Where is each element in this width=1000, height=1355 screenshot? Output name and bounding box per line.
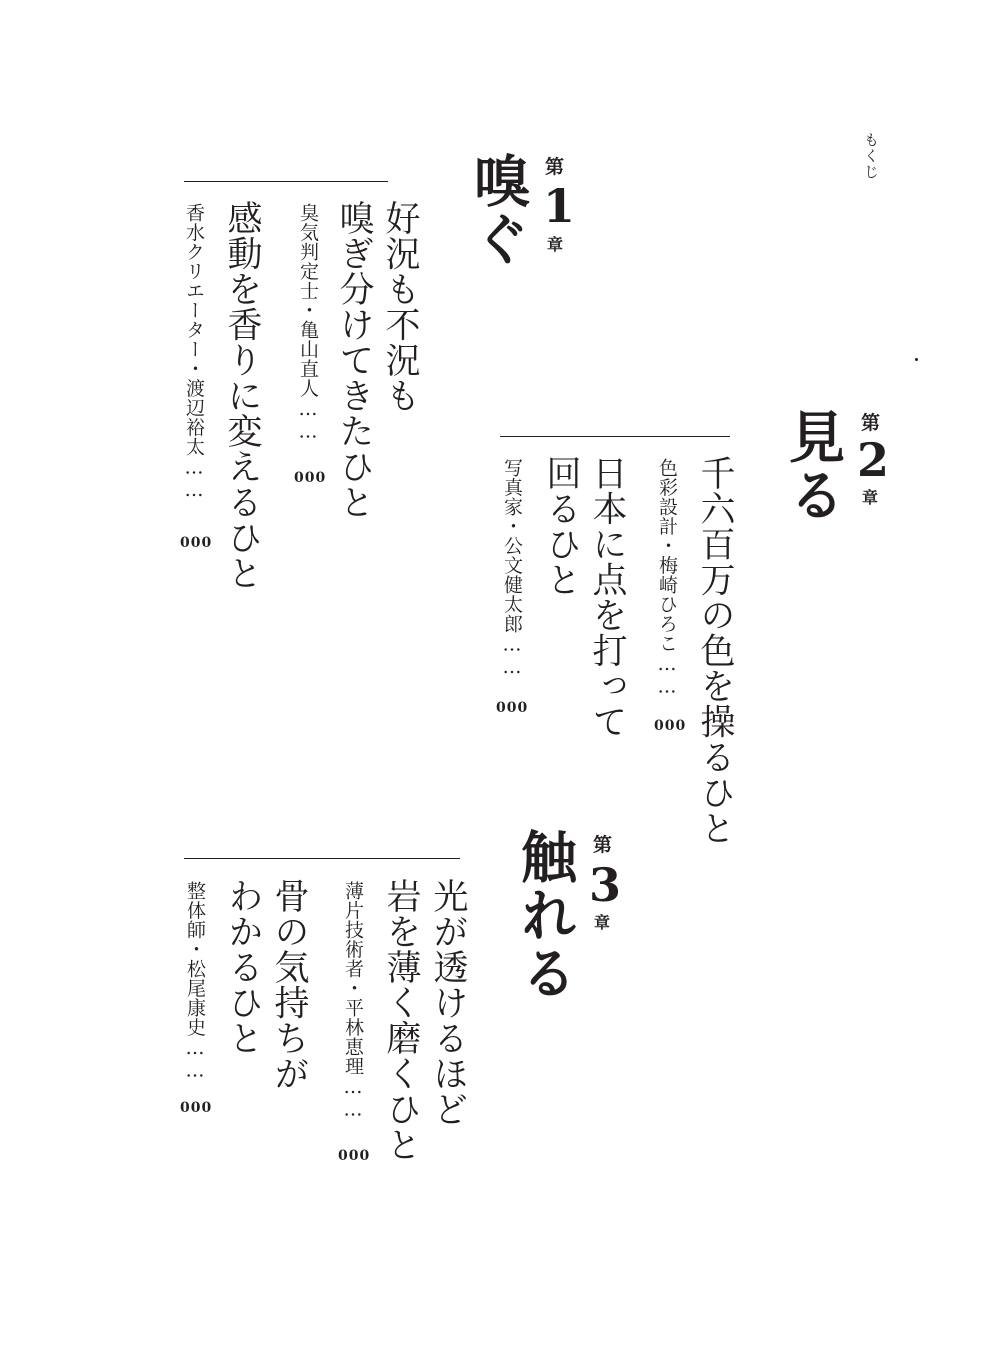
entry-title-line: 千六百万の色を操るひと <box>695 455 735 846</box>
entry-title-line: わかるひと <box>223 878 263 1056</box>
entry-title-line: 回るひと <box>541 455 581 597</box>
entry-title-line: 感動を香りに変えるひと <box>222 200 262 591</box>
entry-title-line: 嗅ぎ分けてきたひと <box>334 200 374 520</box>
entry-title-line: 日本に点を打って <box>587 455 627 739</box>
entry-person: 写真家・公文健太郎…… <box>501 458 523 679</box>
chapter-3-rule <box>184 858 460 859</box>
entry-page-number: 000 <box>496 700 529 716</box>
entry-person: 整体師・松尾康史…… <box>184 881 206 1082</box>
entry-person: 色彩設計・梅崎ひろこ…… <box>656 458 678 698</box>
entry-title-line: 骨の気持ちが <box>269 878 309 1091</box>
entry-person: 香水クリエーター・渡辺裕太…… <box>183 203 205 502</box>
entry-page-number: 000 <box>180 535 213 551</box>
chapter-1-sho: 章 <box>547 235 564 254</box>
chapter-3-number: 3 <box>589 858 622 912</box>
chapter-1-title: 嗅ぐ <box>465 152 531 268</box>
chapter-1-rule <box>184 181 388 182</box>
chapter-2-dai: 第 <box>861 412 881 434</box>
chapter-2-number: 2 <box>857 433 890 487</box>
entry-person: 薄片技術者・平林恵理…… <box>342 881 364 1121</box>
chapter-3-sho: 章 <box>594 913 611 932</box>
entry-title-line: 好況も不況も <box>380 200 420 413</box>
toc-label: もくじ <box>862 132 880 180</box>
chapter-2-title: 見る <box>780 408 846 524</box>
entry-page-number: 000 <box>338 1148 371 1164</box>
chapter-1-number: 1 <box>543 179 576 233</box>
entry-page-number: 000 <box>294 470 327 486</box>
chapter-2-rule <box>500 436 730 437</box>
chapter-3-dai: 第 <box>593 834 613 856</box>
decorative-dot <box>915 358 918 361</box>
entry-person: 臭気判定士・亀山直人…… <box>297 203 319 443</box>
entry-title-line: 光が透けるほど <box>428 878 468 1127</box>
entry-page-number: 000 <box>654 718 687 734</box>
entry-title-line: 岩を薄く磨くひと <box>381 878 421 1162</box>
chapter-2-sho: 章 <box>862 488 879 507</box>
entry-page-number: 000 <box>180 1100 213 1116</box>
chapter-1-dai: 第 <box>545 156 565 178</box>
chapter-3-title: 触れる <box>512 828 578 1002</box>
